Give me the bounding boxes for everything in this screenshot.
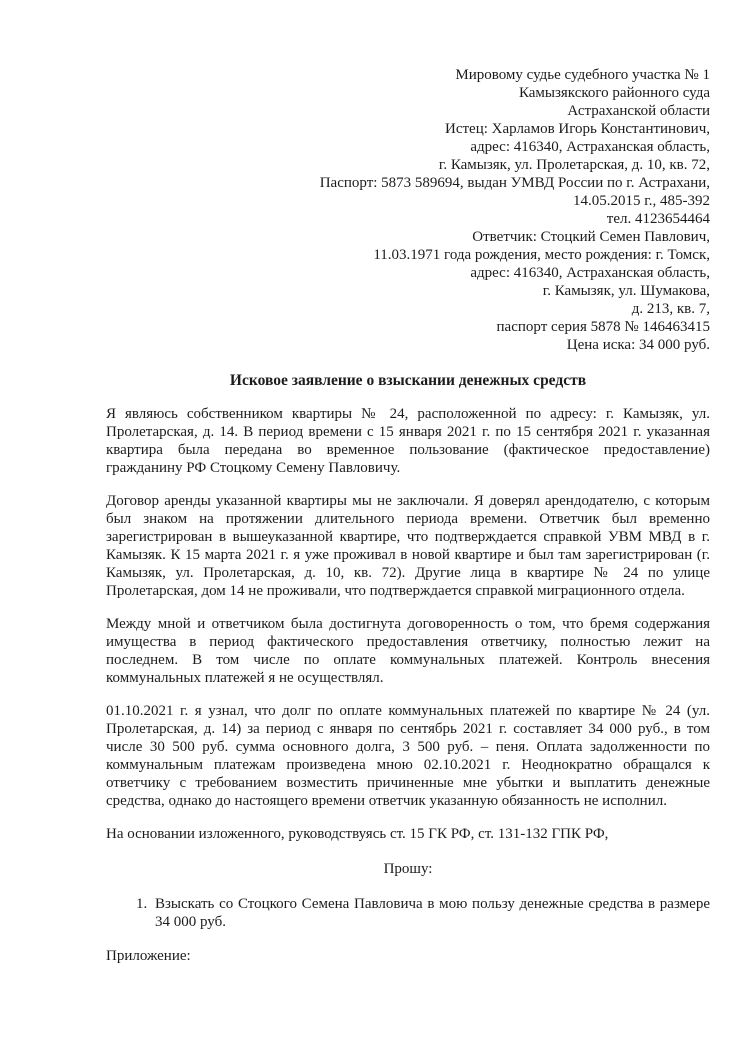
header-line-plaintiff-passport: Паспорт: 5873 589694, выдан УМВД России по г. Астрахани, (319, 175, 710, 191)
request-heading: Прошу: (383, 861, 433, 877)
header-line-passport-date: 14.05.2015 г., 485-392 (573, 193, 710, 209)
attachment-label: Приложение: (106, 948, 191, 964)
body-paragraph-no-contract: Договор аренды указанной квартиры мы не заключали. Я доверял арендодателю, с которым был знаком на протяжении длительного периода времени. Ответчик был временно зарегистрирован в вышеуказанной квартире, что подтверждается справкой УВМ МВД в г. Камызяк. К 15 марта 2021 г. я уже проживал в новой квартире и был там зарегистрирован (г. Камызяк, ул. Пролетарская, д. 10, кв. 72). Другие лица в квартире № 24 по улице Пролетарская, дом 14 не проживали, что подтверждается справкой миграционного отдела. (106, 493, 710, 599)
header-line-plaintiff-address-2: г. Камызяк, ул. Пролетарская, д. 10, кв. 72, (438, 157, 710, 173)
header-line-region: Астраханской области (567, 103, 710, 119)
header-line-defendant-address-1: адрес: 416340, Астраханская область, (470, 265, 710, 281)
body-paragraph-ownership: Я являюсь собственником квартиры № 24, расположенной по адресу: г. Камызяк, ул. Пролетарская, д. 14. В период времени с 15 января 2021 г. по 15 сентября 2021 г. указанная квартира была передана во временное пользование (фактическое предоставление) гражданину РФ Стоцкому Семену Павловичу. (106, 406, 710, 476)
court-and-parties-block (106, 66, 710, 354)
header-line-claim-price: Цена иска: 34 000 руб. (566, 337, 710, 353)
document-title: Исковое заявление о взыскании денежных средств (229, 372, 587, 389)
header-line-phone: тел. 4123654464 (606, 211, 710, 227)
header-line-defendant: Ответчик: Стоцкий Семен Павлович, (472, 229, 710, 245)
header-line-plaintiff: Истец: Харламов Игорь Константинович, (445, 121, 710, 137)
header-line-court: Мировому судье судебного участка № 1 (455, 67, 710, 83)
header-line-defendant-address-3: д. 213, кв. 7, (631, 301, 710, 317)
header-line-defendant-birth: 11.03.1971 года рождения, место рождения: г. Томск, (373, 247, 710, 263)
body-paragraph-agreement: Между мной и ответчиком была достигнута договоренность о том, что бремя содержания имущества в период фактического предоставления ответчику, полностью лежит на последнем. В том числе по оплате коммунальных платежей. Контроль внесения коммунальных платежей я не осуществлял. (106, 616, 710, 686)
header-line-defendant-address-2: г. Камызяк, ул. Шумакова, (542, 283, 710, 299)
header-line-defendant-passport: паспорт серия 5878 № 146463415 (496, 319, 710, 335)
header-line-plaintiff-address-1: адрес: 416340, Астраханская область, (470, 139, 710, 155)
legal-basis-line: На основании изложенного, руководствуясь ст. 15 ГК РФ, ст. 131-132 ГПК РФ, (106, 826, 609, 842)
body-paragraph-debt: 01.10.2021 г. я узнал, что долг по оплате коммунальных платежей по квартире № 24 (ул. Пролетарская, д. 14) за период с января по сентябрь 2021 г. составляет 34 000 руб., в том числе 30 500 руб. сумма основного долга, 3 500 руб. – пеня. Оплата задолженности по коммунальным платежам произведена мною 02.10.2021 г. Неоднократно обращался к ответчику с требованием возместить причиненные мне убытки и выплатить денежные средства, однако до настоящего времени ответчик указанную обязанность не исполнил. (106, 703, 710, 809)
request-list (106, 895, 710, 931)
header-line-court-district: Камызякского районного суда (518, 85, 710, 101)
request-item-1: 1. Взыскать со Стоцкого Семена Павловича в мою пользу денежные средства в размере 34 000 руб. (151, 895, 710, 931)
